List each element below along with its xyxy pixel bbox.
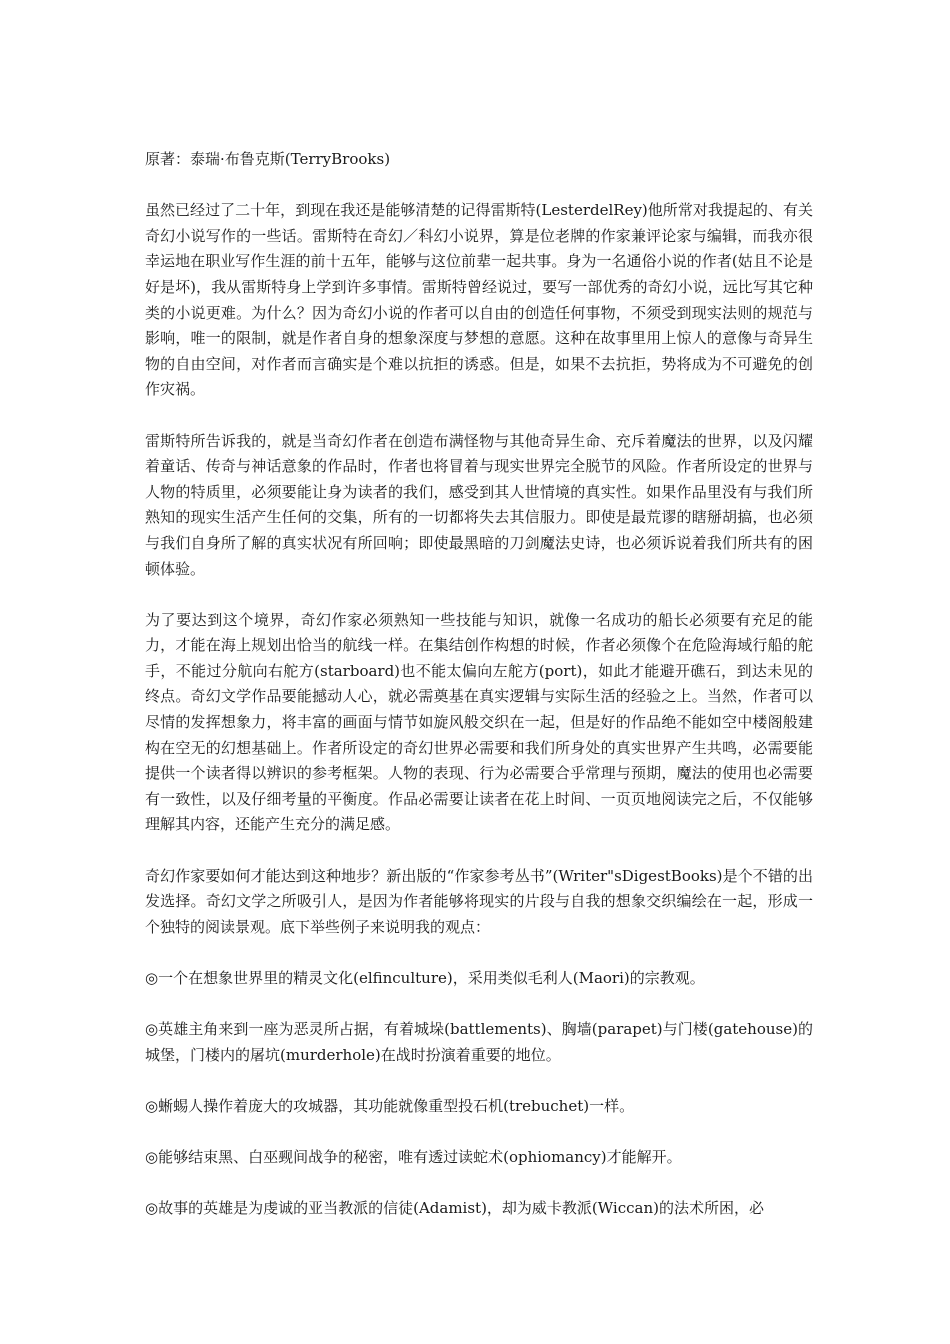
paragraph-realism: 雷斯特所告诉我的，就是当奇幻作者在创造布满怪物与其他奇异生命、充斥着魔法的世界，以及闪耀着童话、传奇与神话意象的作品时，作者也将冒着与现实世界完全脱节的风险。作者所设定的世界与人物的特质里，必须要能让身为读者的我们，感受到其人世情境的真实性。如果作品里没有与我们所熟知的现实生活产生任何的交集，所有的一切都将失去其信服力。即使是最荒谬的瞎掰胡搞，也必须与我们自身所了解的真实状况有所回响；即使最黑暗的刀剑魔法史诗，也必须诉说着我们所共有的困顿体验。 bbox=[145, 431, 813, 578]
example-item: ◎蜥蜴人操作着庞大的攻城器，其功能就像重型投石机(trebuchet)一样。 bbox=[145, 1096, 635, 1115]
example-item: ◎故事的英雄是为虔诚的亚当教派的信徒(Adamist)，却为威卡教派(Wiccan)的法术所困，必 bbox=[145, 1199, 764, 1218]
author-line: 原著：泰瑞·布鲁克斯(TerryBrooks) bbox=[145, 150, 391, 168]
document-page bbox=[145, 147, 813, 1248]
paragraph-craft: 为了要达到这个境界，奇幻作家必须熟知一些技能与知识，就像一名成功的船长必须要有充足的能力，才能在海上规划出恰当的航线一样。在集结创作构想的时候，作者必须像个在危险海域行船的舵手，不能过分航向右舵方(starboard)也不能太偏向左舵方(port)，如此才能避开礁石，到达未见的终点。奇幻文学作品要能撼动人心，就必需奠基在真实逻辑与实际生活的经验之上。当然，作者可以尽情的发挥想象力，将丰富的画面与情节如旋风般交织在一起，但是好的作品绝不能如空中楼阁般建构在空无的幻想基础上。作者所设定的奇幻世界必需要和我们所身处的真实世界产生共鸣，必需要能提供一个读者得以辨识的参考框架。人物的表现、行为必需要合乎常理与预期，魔法的使用也必需要有一致性，以及仔细考量的平衡度。作品必需要让读者在花上时间、一页页地阅读完之后，不仅能够理解其内容，还能产生充分的满足感。 bbox=[145, 610, 813, 834]
example-item: ◎英雄主角来到一座为恶灵所占据，有着城垛(battlements)、胸墙(parapet)与门楼(gatehouse)的城堡，门楼内的屠坑(murderhole)在战时扮演着重要的地位。 bbox=[145, 1020, 813, 1064]
example-item: ◎能够结束黑、白巫觋间战争的秘密，唯有透过读蛇术(ophiomancy)才能解开。 bbox=[145, 1148, 682, 1167]
paragraph-examples-intro: 奇幻作家要如何才能达到这种地步？新出版的“作家参考丛书”(Writer"sDigestBooks)是个不错的出发选择。奇幻文学之所吸引人，是因为作者能够将现实的片段与自我的想象交织编绘在一起，形成一个独特的阅读景观。底下举些例子来说明我的观点： bbox=[145, 866, 813, 936]
example-item: ◎一个在想象世界里的精灵文化(elfinculture)，采用类似毛利人(Maori)的宗教观。 bbox=[145, 969, 705, 987]
paragraph-intro: 虽然已经过了二十年，到现在我还是能够清楚的记得雷斯特(LesterdelRey)他所常对我提起的、有关奇幻小说写作的一些话。雷斯特在奇幻／科幻小说界，算是位老牌的作家兼评论家与编辑，而我亦很幸运地在职业写作生涯的前十五年，能够与这位前辈一起共事。身为一名通俗小说的作者(姑且不论是好是坏)，我从雷斯特身上学到许多事情。雷斯特曾经说过，要写一部优秀的奇幻小说，远比写其它种类的小说更难。为什么？因为奇幻小说的作者可以自由的创造任何事物，不须受到现实法则的规范与影响，唯一的限制，就是作者自身的想象深度与梦想的意愿。这种在故事里用上惊人的意像与奇异生物的自由空间，对作者而言确实是个难以抗拒的诱惑。但是，如果不去抗拒，势将成为不可避免的创作灾祸。 bbox=[145, 201, 813, 399]
